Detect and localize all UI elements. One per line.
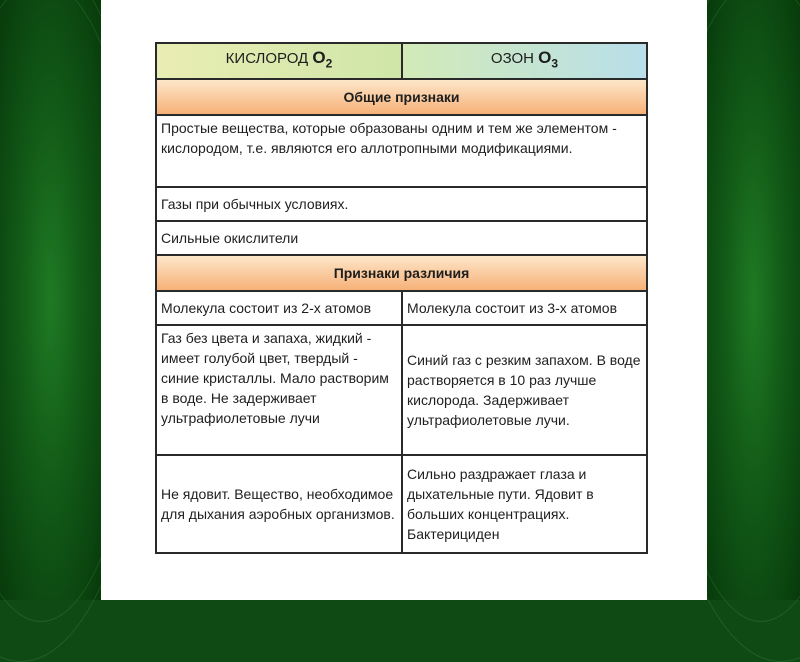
table-row	[156, 221, 647, 255]
section-common-header	[156, 79, 647, 115]
comparison-table	[155, 42, 648, 554]
section-title: Общие признаки	[156, 79, 647, 115]
table-row	[156, 187, 647, 221]
table-row	[156, 325, 647, 455]
oxygen-cell: Газ без цвета и запаха, жидкий - имеет голубой цвет, твердый - синие кристаллы. Мало растворим в воде. Не задерживает ультрафиолетовые лучи	[156, 325, 402, 455]
header-ozone	[402, 43, 647, 79]
common-cell: Газы при обычных условиях.	[156, 187, 647, 221]
ozone-cell: Молекула состоит из 3-х атомов	[402, 291, 647, 325]
common-cell: Сильные окислители	[156, 221, 647, 255]
section-differences-header	[156, 255, 647, 291]
ozone-cell: Сильно раздражает глаза и дыхательные пути. Ядовит в больших концентрациях. Бактерициден	[402, 455, 647, 553]
table-row	[156, 291, 647, 325]
table-header-row	[156, 43, 647, 79]
header-ozone-label: ОЗОН	[490, 50, 534, 68]
header-oxygen	[156, 43, 402, 79]
section-title: Признаки различия	[156, 255, 647, 291]
oxygen-cell: Молекула состоит из 2-х атомов	[156, 291, 402, 325]
oxygen-formula: $O_2$	[312, 48, 333, 71]
common-cell: Простые вещества, которые образованы одним и тем же элементом - кислородом, т.е. являются его аллотропными модификациями.	[156, 115, 647, 187]
header-oxygen-label: КИСЛОРОД	[225, 50, 309, 68]
slide-content	[101, 0, 707, 600]
ozone-formula: $O_3$	[538, 48, 559, 71]
table-row	[156, 115, 647, 187]
oxygen-cell: Не ядовит. Вещество, необходимое для дыхания аэробных организмов.	[156, 455, 402, 553]
ozone-cell: Синий газ с резким запахом. В воде растворяется в 10 раз лучше кислорода. Задерживает ультрафиолетовые лучи.	[402, 325, 647, 455]
table-row	[156, 455, 647, 553]
